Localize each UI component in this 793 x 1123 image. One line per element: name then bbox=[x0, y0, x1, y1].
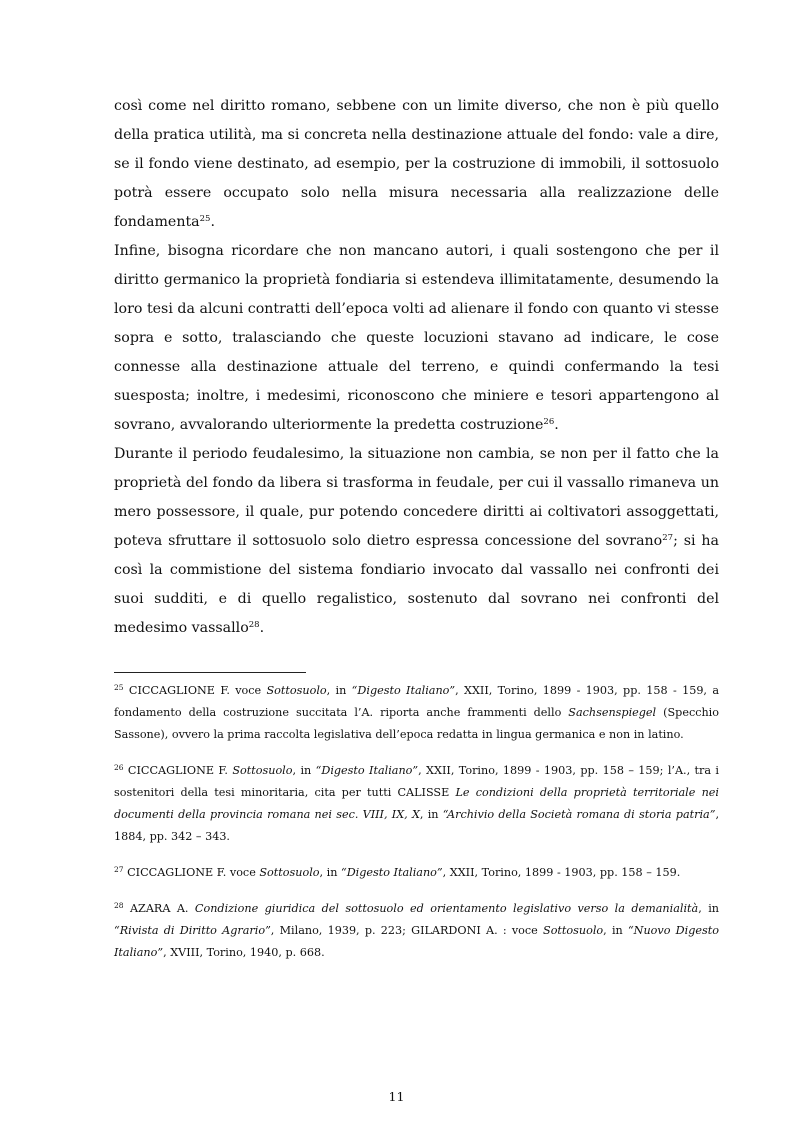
footnote-run: , 1884, pp. 342 – 343. bbox=[114, 808, 719, 843]
footnote-italic-run: “Rivista di Diritto Agrario” bbox=[114, 924, 271, 937]
paragraph: Infine, bisogna ricordare che non mancano autori, i quali sostengono che per il diritto germanico la proprietà fondiaria si estendeva illimitatamente, desumendo la loro tesi da alcuni contratti dell’epoca volti ad alienare il fondo con quanto vi stesse sopra e sotto, tralasciando che queste locuzioni stavano ad indicare, le cose connesse alla destinazione attuale del terreno, e quindi confermando la tesi suesposta; inoltre, i medesimi, riconoscono che miniere e tesori appartengono al sovrano, avvalorando ulteriormente la predetta costruzione$^{26}$. bbox=[114, 243, 719, 433]
footnote-italic-run: Sottosuolo bbox=[266, 684, 327, 697]
footnote-reference: 28 bbox=[248, 620, 260, 630]
footnote bbox=[114, 898, 719, 964]
footnote-run: , in bbox=[292, 764, 316, 777]
footnote-text bbox=[114, 764, 719, 843]
footnote bbox=[114, 862, 719, 884]
footnote-number: 27 bbox=[114, 865, 124, 874]
footnote-number: 25 bbox=[114, 683, 124, 692]
footnote-italic-run: “Nuovo Digesto Italiano” bbox=[114, 924, 719, 959]
footnote-run: , in bbox=[419, 808, 443, 821]
page-number: 11 bbox=[388, 1089, 405, 1104]
footnote-number: 26 bbox=[114, 763, 124, 772]
footnote-italic-run: “Digesto Italiano” bbox=[315, 764, 419, 777]
footnote-run: , in bbox=[603, 924, 628, 937]
footnote-text bbox=[114, 902, 719, 959]
footnote-italic-run: Sachsenspiegel bbox=[568, 706, 657, 719]
footnote-italic-run: “Archivio della Società romana di storia patria” bbox=[442, 808, 716, 821]
footnote bbox=[114, 760, 719, 848]
footnote-italic-run: Sottosuolo bbox=[232, 764, 293, 777]
footnote-run: , in bbox=[319, 866, 341, 879]
footnote-run: , XXII, Torino, 1899 - 1903, pp. 158 - 159, a fondamento della costruzione succitata l’A. riporta anche frammenti dello bbox=[114, 684, 719, 719]
footnote-reference: 27 bbox=[662, 533, 674, 543]
footnote-italic-run: “Digesto Italiano” bbox=[340, 866, 443, 879]
footnote-run: , in bbox=[326, 684, 352, 697]
footnote-italic-run: “Digesto Italiano” bbox=[351, 684, 456, 697]
footnote-reference: 26 bbox=[543, 417, 555, 427]
footnote bbox=[114, 680, 719, 746]
footnote-run: (Specchio Sassone), ovvero la prima raccolta legislativa dell’epoca redatta in lingua germanica e non in latino. bbox=[114, 706, 719, 741]
footnote-number: 28 bbox=[114, 901, 124, 910]
footnote-italic-run: Sottosuolo bbox=[259, 866, 320, 879]
footnote-reference: 25 bbox=[199, 214, 211, 224]
footnote-italic-run: Condizione giuridica del sottosuolo ed orientamento legislativo verso la demanialità bbox=[194, 902, 699, 915]
footnote-text bbox=[114, 684, 719, 741]
footnote-italic-run: Sottosuolo bbox=[543, 924, 604, 937]
body-text bbox=[114, 92, 719, 643]
footnote-run: AZARA A. bbox=[123, 902, 195, 915]
footnote-run: , XVIII, Torino, 1940, p. 668. bbox=[163, 946, 325, 959]
footnote-text bbox=[124, 866, 681, 879]
footnote-run: CICCAGLIONE F. voce bbox=[123, 684, 267, 697]
footnote-run: , Milano, 1939, p. 223; GILARDONI A. : voce bbox=[270, 924, 544, 937]
paragraph: così come nel diritto romano, sebbene con un limite diverso, che non è più quello della pratica utilità, ma si concreta nella destinazione attuale del fondo: vale a dire, se il fondo viene destinato, ad esempio, per la costruzione di immobili, il sottosuolo potrà essere occupato solo nella misura necessaria alla realizzazione delle fondamenta$^{25}$. bbox=[114, 98, 719, 230]
footnote-run: CICCAGLIONE F. bbox=[123, 764, 233, 777]
footnotes bbox=[114, 680, 719, 978]
footnote-run: , in bbox=[698, 902, 719, 915]
footnote-run: , XXII, Torino, 1899 - 1903, pp. 158 – 159. bbox=[442, 866, 681, 879]
footnote-run: , XXII, Torino, 1899 - 1903, pp. 158 – 159; l’A., tra i sostenitori della tesi minoritaria, cita per tutti CALISSE bbox=[114, 764, 720, 799]
footnote-separator bbox=[114, 672, 306, 673]
footnote-italic-run: Le condizioni della proprietà territoriale nei documenti della provincia romana nei sec. VIII, IX, X bbox=[114, 786, 719, 821]
footnote-run: CICCAGLIONE F. voce bbox=[123, 866, 260, 879]
paragraph: Durante il periodo feudalesimo, la situazione non cambia, se non per il fatto che la proprietà del fondo da libera si trasforma in feudale, per cui il vassallo rimaneva un mero possessore, il quale, pur potendo concedere diritti ai coltivatori assoggettati, poteva sfruttare il sottosuolo solo dietro espressa concessione del sovrano$^{27}$; si ha così la commistione del sistema fondiario invocato dal vassallo nei confronti dei suoi sudditi, e di quello regalistico, sostenuto dal sovrano nei confronti del medesimo vassallo$^{28}$. bbox=[114, 446, 720, 636]
